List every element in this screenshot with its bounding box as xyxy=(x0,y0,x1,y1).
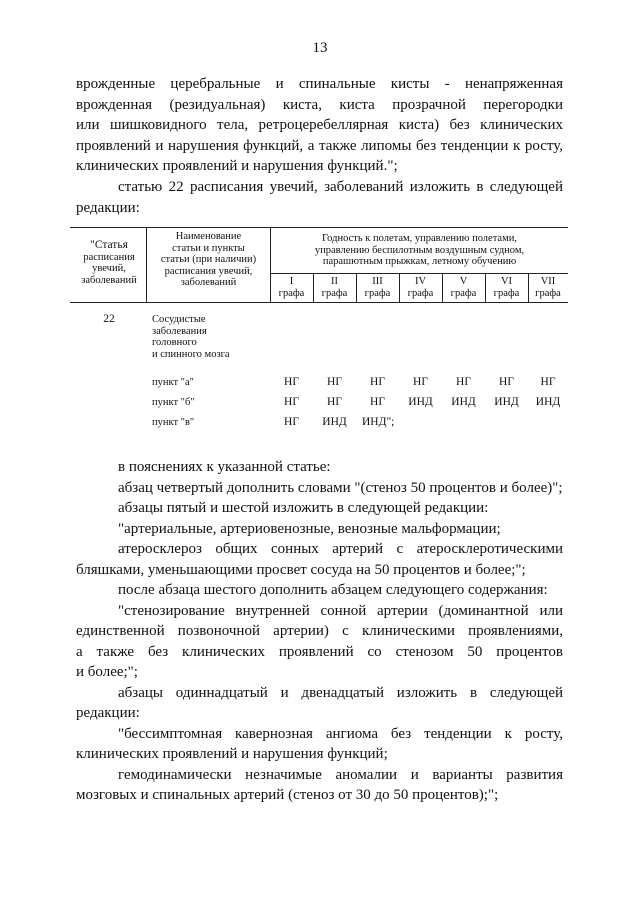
cell: НГ xyxy=(456,376,471,388)
paragraph-line: а также без клинических проявлений со стенозом 50 процентов xyxy=(76,643,563,660)
instruction-article-22 xyxy=(76,177,563,218)
header-line: статьи (при наличии) xyxy=(160,254,257,265)
table-header-bottom-border xyxy=(70,302,568,303)
graph-numeral: VI xyxy=(500,276,513,287)
header-graph-5 xyxy=(442,276,485,299)
top-paragraph xyxy=(76,74,563,177)
paragraph-line: клинических проявлений и нарушения функций; xyxy=(76,746,388,762)
header-article-column xyxy=(72,240,146,286)
header-graph-1 xyxy=(270,276,313,299)
body-text xyxy=(76,457,563,806)
header-graph-7 xyxy=(528,276,568,299)
header-line: "Статья xyxy=(90,239,128,251)
table-top-border xyxy=(70,227,568,228)
header-line: Наименование xyxy=(175,231,242,242)
graph-word: графа xyxy=(450,287,477,299)
article-name-line: заболевания xyxy=(152,325,207,337)
header-line: расписания увечий, xyxy=(164,265,253,277)
paragraph-line: редакции: xyxy=(76,705,140,721)
header-line: Годность к полетам, управлению полетами, xyxy=(322,233,517,244)
page-number: 13 xyxy=(312,40,328,56)
header-graph-4 xyxy=(399,276,442,299)
article-name-line: головного xyxy=(152,337,197,348)
paragraph-line: "бессимптомная кавернозная ангиома без тенденции к росту, xyxy=(118,725,563,742)
paragraph: "артериальные, артериовенозные, венозные мальформации; xyxy=(118,520,501,537)
text-line: врожденные церебральные и спинальные кисты - ненапряженная xyxy=(76,76,563,92)
header-graph-2 xyxy=(313,276,356,299)
header-line: расписания xyxy=(83,251,135,263)
cell: НГ xyxy=(284,416,299,428)
paragraph: абзац четвертый дополнить словами "(стеноз 50 процентов и более)"; xyxy=(118,479,563,496)
cell: ИНД"; xyxy=(362,416,395,428)
text-line: статью 22 расписания увечий, заболеваний изложить в следующей xyxy=(118,179,563,195)
header-line: заболеваний xyxy=(81,274,137,286)
cell: ИНД xyxy=(451,396,476,408)
paragraph: после абзаца шестого дополнить абзацем следующего содержания: xyxy=(118,582,548,598)
header-fitness-group xyxy=(271,233,568,268)
graph-numeral: V xyxy=(459,276,468,287)
cell: НГ xyxy=(284,376,299,388)
graph-word: графа xyxy=(535,287,561,299)
cell: ИНД xyxy=(408,396,433,408)
paragraph-line: бляшками, уменьшающими просвет сосуда на 50 процентов и более;"; xyxy=(76,561,526,578)
article-name-line: Сосудистые xyxy=(152,314,206,325)
text-line: редакции: xyxy=(76,199,140,216)
row-label-a: пункт "а" xyxy=(152,377,194,388)
article-number: 22 xyxy=(103,313,115,325)
header-line: парашютным прыжкам, летному обучению xyxy=(322,256,517,267)
paragraph: в пояснениях к указанной статье: xyxy=(118,459,331,475)
header-graph-6 xyxy=(485,276,528,299)
header-line: заболеваний xyxy=(180,277,237,288)
graph-word: графа xyxy=(493,287,520,299)
cell: НГ xyxy=(499,376,514,388)
paragraph-line: атеросклероз общих сонных артерий с атеросклеротическими xyxy=(118,541,563,557)
article-name-line: и спинного мозга xyxy=(152,348,230,360)
row-label-c: пункт "в" xyxy=(152,417,195,428)
graph-word: графа xyxy=(321,287,348,299)
text-line: врожденная (резидуальная) киста, киста прозрачной перегородки xyxy=(76,96,563,113)
graph-numeral: VII xyxy=(540,276,556,287)
graph-word: графа xyxy=(364,287,391,299)
cell: ИНД xyxy=(535,396,561,408)
cell: НГ xyxy=(327,396,342,408)
graph-numeral: II xyxy=(331,276,338,287)
graph-numeral: IV xyxy=(414,276,427,287)
cell: НГ xyxy=(370,396,385,408)
article-name xyxy=(152,314,270,360)
paragraph-line: и более;"; xyxy=(76,664,138,680)
cell: НГ xyxy=(413,376,428,388)
text-line: или шишковидного тела, ретроцеребеллярная киста) без клинических xyxy=(76,117,563,133)
graph-word: графа xyxy=(278,287,305,299)
text-line: проявлений и нарушения функций, а также липомы без тенденции к росту, xyxy=(76,137,563,154)
paragraph-line: единственной позвоночной артерии) с клиническими проявлениями, xyxy=(76,623,563,639)
cell: ИНД xyxy=(494,396,519,408)
paragraph-line: гемодинамически незначимые аномалии и варианты развития xyxy=(118,766,563,783)
header-line: статьи и пункты xyxy=(172,242,245,254)
cell: НГ xyxy=(540,376,556,388)
row-label-b: пункт "б" xyxy=(152,397,195,408)
header-line: управлению беспилотным воздушным судном, xyxy=(314,244,525,256)
group-header-divider xyxy=(270,273,568,274)
header-line: увечий, xyxy=(92,263,126,274)
graph-word: графа xyxy=(407,287,434,299)
graph-numeral: III xyxy=(372,276,383,287)
cell: НГ xyxy=(370,376,385,388)
paragraph-line: "стенозирование внутренней сонной артерии (доминантной или xyxy=(118,602,563,619)
cell: НГ xyxy=(327,376,342,388)
paragraph: абзацы пятый и шестой изложить в следующей редакции: xyxy=(118,500,489,516)
header-graph-3 xyxy=(356,276,399,299)
text-line: клинических проявлений и нарушения функций."; xyxy=(76,158,398,174)
cell: НГ xyxy=(284,396,299,408)
paragraph-line: абзацы одиннадцатый и двенадцатый изложить в следующей xyxy=(118,684,563,701)
header-name-column xyxy=(147,231,270,289)
cell: ИНД xyxy=(322,416,347,428)
graph-numeral: I xyxy=(289,276,294,287)
paragraph-line: мозговых и спинальных артерий (стеноз от 30 до 50 процентов);"; xyxy=(76,787,499,803)
